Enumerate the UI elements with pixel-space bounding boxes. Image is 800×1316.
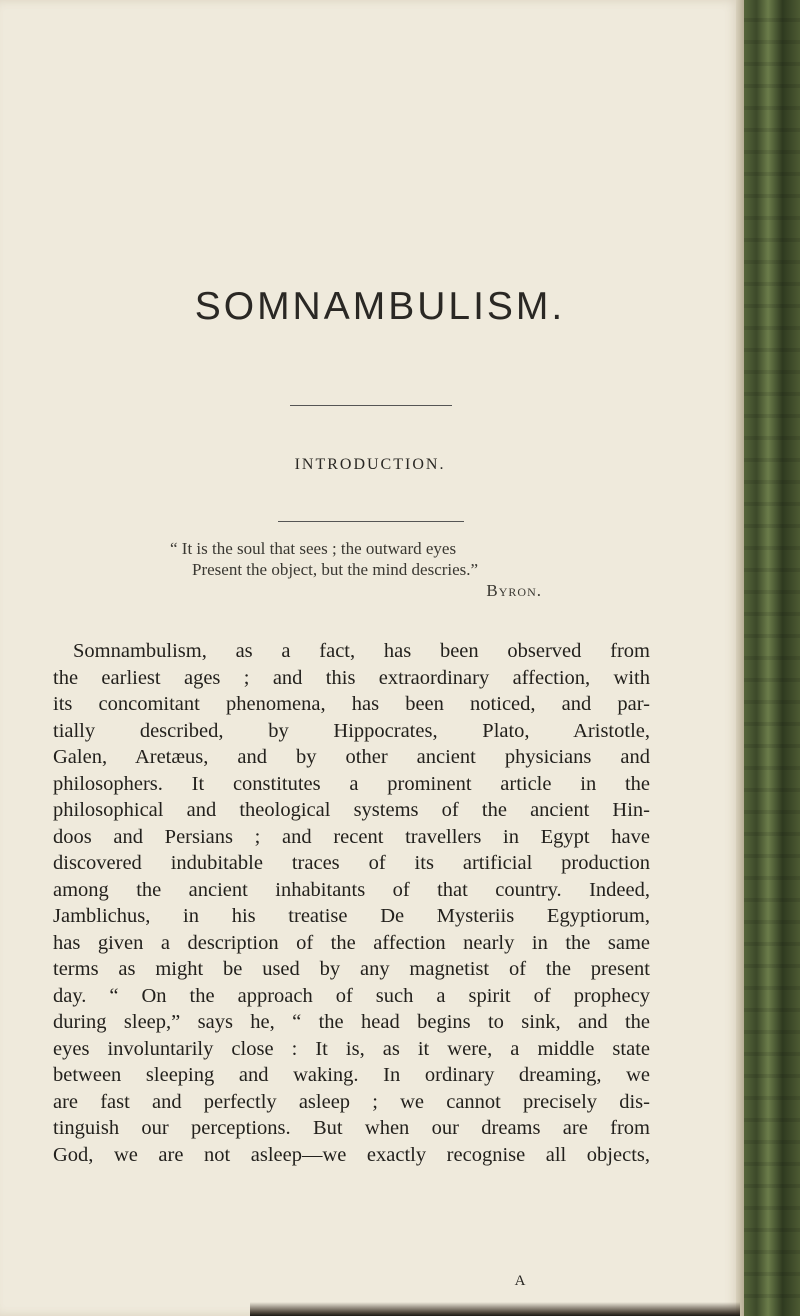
paragraph-line: tially described, by Hippocrates, Plato, Aristotle, (53, 719, 650, 742)
paragraph-line: eyes involuntarily close : It is, as it were, a middle state (53, 1037, 650, 1060)
paragraph-line: Jamblichus, in his treatise De Mysteriis Egyptiorum, (53, 905, 650, 927)
paragraph-line: discovered indubitable traces of its artificial production (53, 852, 650, 874)
epigraph-line: Present the object, but the mind descries.” (192, 560, 479, 579)
book-binding (742, 0, 800, 1316)
paragraph-line: philosophical and theological systems of the ancient Hin- (53, 799, 650, 821)
paragraph-line: among the ancient inhabitants of that country. Indeed, (53, 878, 650, 901)
epigraph (170, 538, 570, 601)
paragraph-line: day. “ On the approach of such a spirit of prophecy (53, 984, 650, 1007)
body-paragraph (53, 638, 650, 1168)
signature-mark: A (514, 1273, 526, 1289)
paragraph-line: terms as might be used by any magnetist of the present (53, 958, 650, 980)
divider-bottom (278, 521, 464, 522)
paragraph-line: God, we are not asleep—we exactly recognise all objects, (53, 1143, 650, 1166)
epigraph-attribution: Byron. (486, 581, 542, 600)
paragraph-line: has given a description of the affection nearly in the same (53, 931, 650, 954)
paragraph-line: Somnambulism, as a fact, has been observed from (73, 640, 650, 662)
page-edge (736, 0, 744, 1316)
paragraph-line: Galen, Aretæus, and by other ancient physicians and (53, 746, 650, 768)
epigraph-line: “ It is the soul that sees ; the outward eyes (170, 539, 457, 558)
paragraph-line: philosophers. It constitutes a prominent article in the (53, 772, 650, 795)
paragraph-line: during sleep,” says he, “ the head begins to sink, and the (53, 1011, 650, 1033)
paragraph-line: the earliest ages ; and this extraordinary affection, with (53, 666, 650, 689)
page-title: SOMNAMBULISM. (194, 285, 566, 328)
paragraph-line: its concomitant phenomena, has been noticed, and par- (53, 693, 650, 715)
paragraph-line: between sleeping and waking. In ordinary dreaming, we (53, 1064, 650, 1086)
paragraph-line: doos and Persians ; and recent travellers in Egypt have (53, 825, 650, 848)
section-heading: INTRODUCTION. (294, 456, 446, 473)
paragraph-line: are fast and perfectly asleep ; we cannot precisely dis- (53, 1090, 650, 1113)
paragraph-line: tinguish our perceptions. But when our dreams are from (53, 1117, 650, 1139)
divider-top (290, 405, 452, 406)
page-bottom-shadow (250, 1302, 740, 1316)
